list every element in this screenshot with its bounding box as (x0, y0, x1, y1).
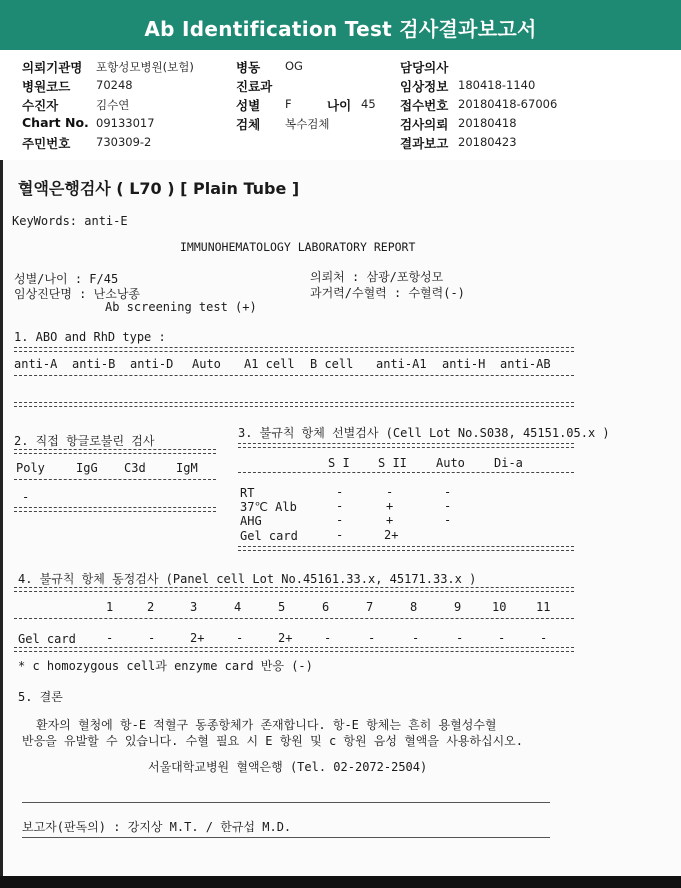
panel-col-1: 1 (106, 600, 114, 614)
result-report-value: 20180423 (458, 135, 517, 149)
receipt-no-value: 20180418-67006 (458, 97, 558, 111)
age-label: 나이 (327, 98, 352, 113)
divider (238, 472, 574, 473)
divider (14, 647, 574, 652)
screening-cell: - (336, 513, 344, 527)
ward-value: OG (285, 59, 303, 73)
referrer-line: 의뢰처 : 삼광/포항성모 (310, 270, 444, 284)
abo-section-title: 1. ABO and RhD type : (14, 330, 166, 344)
panel-cell: - (236, 631, 244, 645)
panel-row-label: Gel card (18, 632, 76, 646)
panel-cell: - (498, 631, 506, 645)
resident-no-label: 주민번호 (22, 136, 71, 151)
specimen-label: 검체 (236, 117, 261, 132)
divider (14, 507, 216, 512)
panel-col-9: 9 (454, 600, 462, 614)
abo-col-a1-cell: A1 cell (244, 357, 295, 371)
reporter-line: 보고자(판독의) : 강지상 M.T. / 한규섭 M.D. (22, 820, 292, 834)
panel-col-11: 11 (536, 600, 551, 614)
abo-col-anti-a: anti-A (14, 357, 58, 371)
abo-col-anti-h: anti-H (442, 357, 486, 371)
clinical-info-label: 임상정보 (400, 79, 449, 94)
screening-cell: - (336, 499, 344, 513)
panel-cell: - (106, 631, 114, 645)
dat-poly-value: - (22, 490, 30, 504)
conclusion-section-title: 5. 결론 (18, 690, 63, 704)
sex-label: 성별 (236, 98, 261, 113)
specimen-value: 복수검체 (285, 117, 330, 131)
screening-cell: - (386, 485, 394, 499)
screening-col-dia: Di-a (494, 456, 523, 470)
panel-cell: - (456, 631, 464, 645)
keywords: KeyWords: anti-E (12, 214, 128, 228)
panel-col-10: 10 (492, 600, 507, 614)
screening-cell: 2+ (384, 528, 399, 542)
abo-col-auto: Auto (192, 357, 221, 371)
dat-col-igg: IgG (76, 461, 98, 475)
divider (14, 587, 574, 592)
receipt-no-label: 접수번호 (400, 98, 449, 113)
dat-section-title: 2. 직접 항글로불린 검사 (14, 434, 155, 448)
divider (238, 546, 574, 551)
divider (14, 449, 216, 454)
panel-col-4: 4 (234, 600, 242, 614)
panel-col-5: 5 (278, 600, 286, 614)
screening-row-label: 37℃ Alb (240, 500, 297, 514)
divider (14, 402, 574, 407)
panel-cell: - (148, 631, 156, 645)
abo-col-anti-d: anti-D (130, 357, 174, 371)
screening-cell: - (444, 513, 452, 527)
screening-row-label: AHG (240, 514, 262, 528)
panel-cell: 2+ (190, 631, 205, 645)
screening-cell: + (386, 499, 394, 513)
test-request-value: 20180418 (458, 116, 517, 130)
diagnosis-line: 임상진단명 : 난소낭종 (14, 287, 141, 301)
clinical-info-value: 180418-1140 (458, 78, 536, 92)
screening-cell: - (336, 485, 344, 499)
panel-col-3: 3 (190, 600, 198, 614)
abo-col-anti-b: anti-B (72, 357, 116, 371)
screening-line: Ab screening test (+) (105, 300, 257, 314)
resident-no-value: 730309-2 (96, 135, 152, 149)
panel-cell: - (368, 631, 376, 645)
screening-cell: - (444, 499, 452, 513)
dat-col-igm: IgM (176, 461, 198, 475)
divider (238, 443, 574, 448)
patient-name-value: 김수연 (96, 98, 130, 112)
report-banner (0, 0, 681, 50)
scan-edge (0, 160, 3, 876)
identification-section-title: 4. 불규칙 항체 동정검사 (Panel cell Lot No.45161.33.x, 45171.33.x ) (18, 572, 477, 586)
physician-label: 담당의사 (400, 60, 449, 75)
screening-section-title: 3. 불규칙 항체 선별검사 (Cell Lot No.S038, 45151.05.x ) (238, 426, 610, 440)
abo-col-anti-ab: anti-AB (500, 357, 551, 371)
sex-value: F (285, 97, 292, 111)
dat-col-c3d: C3d (124, 461, 146, 475)
divider (14, 347, 574, 352)
screening-col-auto: Auto (436, 456, 465, 470)
panel-cell: - (324, 631, 332, 645)
sex-age-line: 성별/나이 : F/45 (14, 272, 119, 286)
patient-name-label: 수진자 (22, 98, 59, 113)
history-line: 과거력/수혈력 : 수혈력(-) (310, 286, 465, 300)
screening-row-label: RT (240, 486, 255, 500)
scanned-report (0, 160, 681, 888)
report-title: Ab Identification Test 검사결과보고서 (144, 17, 537, 41)
patient-info-header (0, 50, 681, 160)
department-label: 진료과 (236, 79, 273, 94)
dat-col-poly: Poly (16, 461, 45, 475)
panel-cell: - (412, 631, 420, 645)
chart-no-value: 09133017 (96, 116, 155, 130)
divider (14, 479, 216, 480)
report-section-title: 혈액은행검사 ( L70 ) [ Plain Tube ] (18, 179, 300, 198)
conclusion-line-2: 반응을 유발할 수 있습니다. 수혈 필요 시 E 항원 및 c 항원 음성 혈액을 사용하십시오. (22, 734, 523, 748)
screening-cell: + (386, 513, 394, 527)
divider (14, 618, 574, 619)
requesting-institution-value: 포항성모병원(보험) (96, 60, 194, 74)
abo-col-anti-a1: anti-A1 (376, 357, 427, 371)
divider (22, 837, 550, 838)
abo-col-b-cell: B cell (310, 357, 354, 371)
panel-cell: - (540, 631, 548, 645)
hospital-code-value: 70248 (96, 78, 133, 92)
panel-note: * c homozygous cell과 enzyme card 반응 (-) (18, 659, 313, 673)
result-report-label: 결과보고 (400, 136, 449, 151)
divider (22, 802, 550, 803)
screening-col-sii: S II (378, 456, 407, 470)
panel-col-6: 6 (322, 600, 330, 614)
lab-report-title: IMMUNOHEMATOLOGY LABORATORY REPORT (180, 240, 416, 254)
conclusion-line-1: 환자의 혈청에 항-E 적혈구 동종항체가 존재합니다. 항-E 항체는 흔히 용혈성수혈 (36, 718, 497, 732)
hospital-contact: 서울대학교병원 혈액은행 (Tel. 02-2072-2504) (148, 760, 428, 774)
panel-col-8: 8 (410, 600, 418, 614)
divider (14, 375, 574, 376)
ward-label: 병동 (236, 60, 261, 75)
screening-cell: - (336, 528, 344, 542)
age-value: 45 (361, 97, 376, 111)
screening-col-si: S I (328, 456, 350, 470)
hospital-code-label: 병원코드 (22, 79, 71, 94)
screening-cell: - (444, 485, 452, 499)
panel-cell: 2+ (278, 631, 293, 645)
panel-col-7: 7 (366, 600, 374, 614)
test-request-label: 검사의뢰 (400, 117, 449, 132)
screening-row-label: Gel card (240, 529, 298, 543)
scan-bottom-border (0, 876, 681, 888)
requesting-institution-label: 의뢰기관명 (22, 60, 83, 75)
chart-no-label: Chart No. (22, 115, 89, 130)
panel-col-2: 2 (147, 600, 155, 614)
